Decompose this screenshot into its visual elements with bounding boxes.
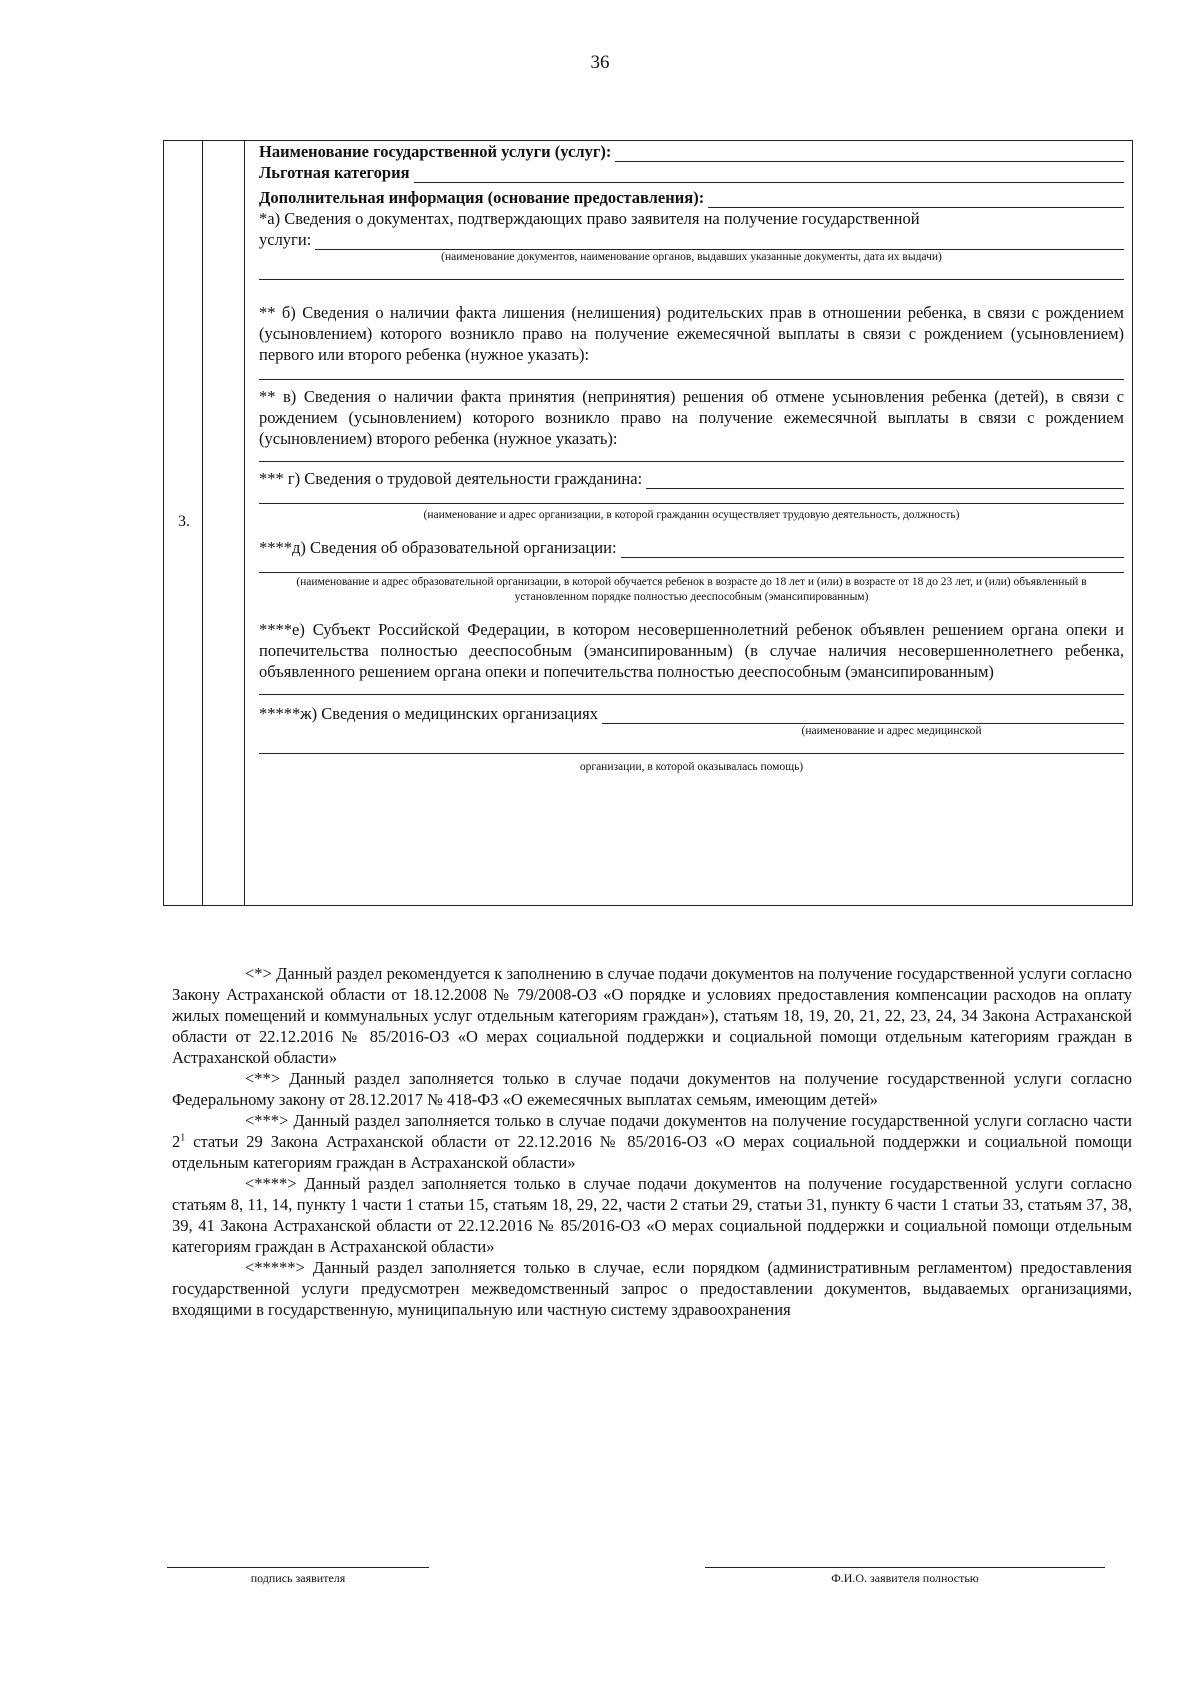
item-zh-caption2: организации, в которой оказывалась помощь) [579, 761, 804, 773]
applicant-signature-line[interactable] [167, 1567, 429, 1586]
additional-info-field [259, 187, 1124, 208]
service-name-label: Наименование государственной услуги (услуг): [259, 142, 612, 161]
item-d-field [259, 537, 1124, 558]
item-a-caption: (наименование документов, наименование органов, выдавших указанные документы, дата их выдачи) [441, 251, 942, 263]
footnote-4: <****> Данный раздел заполняется только в случае подачи документов на получение государственной услуги согласно статьям 8, 11, 14, пункту 1 части 1 статьи 15, статьям 18, 29, 22, части 2 статьи 29, статьи 31, пункту 6 части 1 статьи 33, статьям 37, 38, 39, 41 Закона Астраханской области от 22.12.2016 № 85/2016-ОЗ «О мерах социальной поддержки и социальной помощи отдельным категориям граждан в Астраханской области» [172, 1174, 1132, 1256]
item-g-blank[interactable] [646, 473, 1124, 489]
privileged-category-label: Льготная категория [259, 163, 410, 182]
item-d-blank-line[interactable] [259, 558, 1124, 573]
footnote-5: <*****> Данный раздел заполняется только в случае, если порядком (административным регламентом) предоставления государственной услуги предусмотрен межведомственный запрос о предоставлении документов, выдаваемых организациями, входящими в государственную, муниципальную или частную систему здравоохранения [172, 1258, 1132, 1319]
footnotes [172, 963, 1132, 1320]
privileged-category-field [259, 162, 1124, 183]
item-e-text: ****е) Субъект Российской Федерации, в котором несовершеннолетний ребенок объявлен решением органа опеки и попечительства полностью дееспособным (эмансипированным) (в случае наличия несовершеннолетнего ребенка, объявленного решением органа опеки и попечительства полностью дееспособным (эмансипированным) [259, 620, 1124, 681]
row-number: 3. [178, 513, 190, 530]
additional-info-label: Дополнительная информация (основание предоставления): [259, 188, 705, 207]
footnote-1: <*> Данный раздел рекомендуется к заполнению в случае подачи документов на получение государственной услуги согласно Закону Астраханской области от 18.12.2008 № 79/2008-ОЗ «О порядке и условиях предоставления компенсации расходов на оплату жилых помещений и коммунальных услуг отдельным категориям граждан»), статьям 18, 19, 20, 21, 22, 23, 24, 34 Закона Астраханской области от 22.12.2016 № 85/2016-ОЗ «О мерах социальной поддержки и социальной помощи отдельным категориям граждан в Астраханской области» [172, 964, 1132, 1067]
additional-info-blank[interactable] [708, 192, 1124, 208]
form-content [259, 141, 1124, 775]
service-name-field [259, 141, 1124, 162]
item-d-blank[interactable] [621, 542, 1124, 558]
footnote-3-superscript: 1 [180, 1132, 186, 1144]
applicant-signature-label: подпись заявителя [250, 1571, 346, 1585]
item-e-blank-line[interactable] [259, 682, 1124, 695]
service-name-blank[interactable] [615, 146, 1124, 162]
item-g-field [259, 468, 1124, 489]
item-b-text: ** б) Сведения о наличии факта лишения (нелишения) родительских прав в отношении ребенка, в связи с рождением (усыновлением) которого возникло право на получение ежемесячной выплаты в связи с рождением (усыновлением) первого или второго ребенка (нужное указать): [259, 303, 1124, 364]
item-d-caption: (наименование и адрес образовательной организации, в которой обучается ребенок в возрасте до 18 лет и (или) в возрасте от 18 до 23 лет, и (или) объявленный в установленном порядке полностью дееспособным (эмансипированным) [296, 576, 1087, 603]
item-g-caption: (наименование и адрес организации, в которой гражданин осуществляет трудовую деятельность, должность) [423, 509, 960, 521]
item-d-label: ****д) Сведения об образовательной организации: [259, 538, 617, 557]
item-v-text: ** в) Сведения о наличии факта принятия (непринятия) решения об отмене усыновления ребенка (детей), в связи с рождением (усыновлением) которого возникло право на получение ежемесячной выплаты в связи с рождением (усыновлением) второго ребенка (нужное указать): [259, 387, 1124, 448]
item-v-blank-line[interactable] [259, 449, 1124, 462]
item-b-blank-line[interactable] [259, 365, 1124, 380]
item-a-blank-line[interactable] [259, 265, 1124, 280]
item-zh-blank[interactable] [602, 708, 1124, 724]
footnote-2: <**> Данный раздел заполняется только в случае подачи документов на получение государственной услуги согласно Федеральному закону от 28.12.2017 № 418-ФЗ «О ежемесячных выплатах семьям, имеющим детей» [172, 1069, 1132, 1109]
footnote-3-start: <***> Данный раздел заполняется только в случае подачи документов на получение государственной услуги согласно части 2 [172, 1111, 1132, 1151]
item-a-blank[interactable] [315, 234, 1124, 250]
table-divider [244, 141, 245, 905]
item-zh-caption1: (наименование и адрес медицинской [801, 725, 982, 737]
item-g-label: *** г) Сведения о трудовой деятельности гражданина: [259, 469, 643, 488]
item-a-field [259, 229, 1124, 250]
applicant-name-label: Ф.И.О. заявителя полностью [831, 1571, 979, 1585]
item-g-blank-line[interactable] [259, 489, 1124, 504]
item-zh-field [259, 703, 1124, 724]
page-number: 36 [590, 52, 610, 73]
applicant-name-line[interactable] [705, 1567, 1105, 1586]
footnote-3 [172, 1110, 1132, 1173]
privileged-category-blank[interactable] [414, 167, 1125, 183]
form-table [163, 140, 1133, 906]
item-zh-label: *****ж) Сведения о медицинских организациях [259, 704, 598, 723]
item-a-line1: *а) Сведения о документах, подтверждающих право заявителя на получение государственной [259, 209, 920, 228]
item-a-label: услуги: [259, 230, 312, 249]
item-zh-blank-line[interactable] [259, 739, 1124, 754]
footnote-3-end: статьи 29 Закона Астраханской области от 22.12.2016 № 85/2016-ОЗ «О мерах социальной поддержки и социальной помощи отдельным категориям граждан в Астраханской области» [172, 1132, 1132, 1172]
